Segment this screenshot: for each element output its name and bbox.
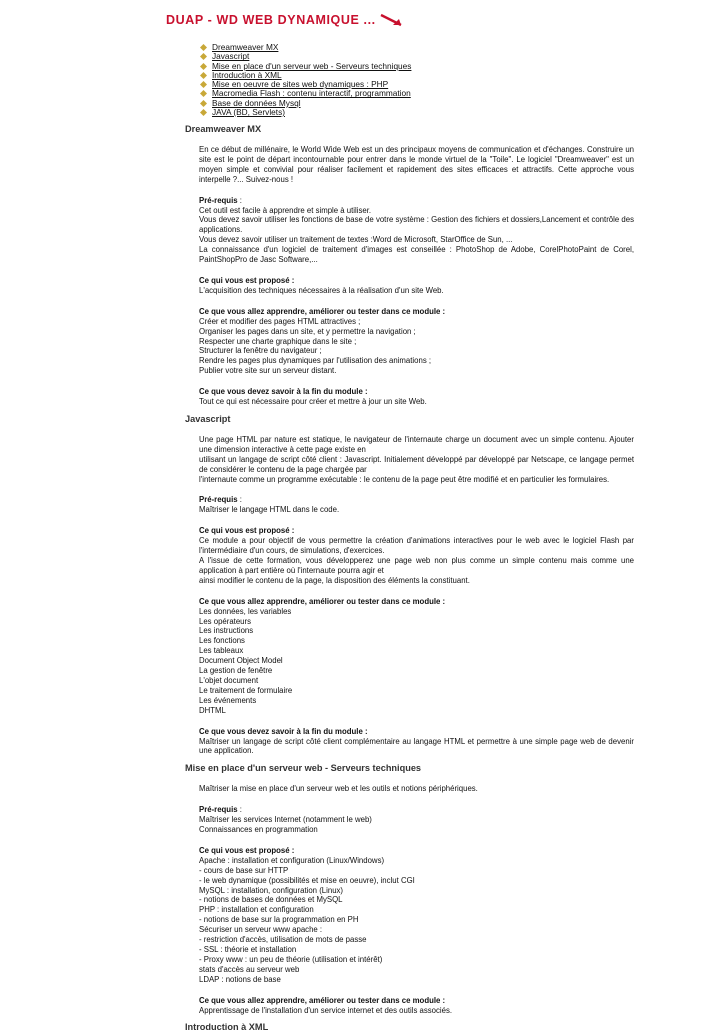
list-item: Les opérateurs (199, 616, 252, 626)
offer-label: Ce qui vous est proposé : (199, 845, 295, 855)
end-label: Ce que vous devez savoir à la fin du module : (199, 387, 368, 397)
prereq-line: Cet outil est facile à apprendre et simple à utiliser. (199, 205, 372, 215)
prereq-line: Maîtriser les services Internet (notamment le web) (199, 815, 372, 825)
section-body-serveur-web (199, 784, 634, 1015)
prereq-line: La connaissance d'un logiciel de traitement d'images est conseillée : PhotoShop de Adobe, CorelPhotoPaint de Corel, PaintShopPro de Jasc Software,... (199, 245, 634, 265)
list-item: Apache : installation et configuration (Linux/Windows) (199, 855, 385, 865)
learn-heading (199, 597, 634, 607)
list-item: stats d'accès au serveur web (199, 964, 300, 974)
toc-item (200, 108, 411, 117)
prereq-line: Maîtriser le langage HTML dans le code. (199, 505, 340, 515)
prereq-label: Pré-requis (199, 195, 238, 205)
section-body-javascript (199, 435, 634, 756)
list-item: - le web dynamique (possibilités et mise en oeuvre), inclut CGI (199, 875, 415, 885)
list-item: PHP : installation et configuration (199, 905, 314, 915)
list-item: Le traitement de formulaire (199, 685, 293, 695)
end-heading (199, 727, 634, 737)
list-item: Organiser les pages dans un site, et y permettre la navigation ; (199, 326, 416, 336)
list-item: L'objet document (199, 675, 259, 685)
section-title-dreamweaver: Dreamweaver MX (185, 124, 262, 134)
list-item: - Proxy www : un peu de théorie (utilisation et intérêt) (199, 954, 383, 964)
list-item: - notions de base sur la programmation en PH (199, 915, 359, 925)
list-item: Structurer la fenêtre du navigateur ; (199, 346, 322, 356)
prereq-separator: : (237, 805, 242, 815)
intro-line: l'internaute comme un programme exécutable : le contenu de la page peut être modifié et en particulier les formulaires. (199, 474, 610, 484)
page-title-text: DUAP - WD WEB DYNAMIQUE ... (166, 13, 376, 27)
prereq-heading (199, 805, 634, 815)
list-item: Publier votre site sur un serveur distant. (199, 366, 337, 376)
list-item: Rendre les pages plus dynamiques par l'utilisation des animations ; (199, 356, 432, 366)
prereq-label: Pré-requis (199, 805, 238, 815)
list-item: Les événements (199, 695, 257, 705)
toc-link-flash[interactable]: Macromedia Flash : contenu interactif, programmation (212, 88, 411, 99)
learn-label: Ce que vous allez apprendre, améliorer ou tester dans ce module : (199, 596, 446, 606)
list-item: Sécuriser un serveur www apache : (199, 925, 323, 935)
prereq-heading (199, 495, 634, 505)
end-label: Ce que vous devez savoir à la fin du module : (199, 726, 368, 736)
intro-line: utilisant un langage de script côté client : Javascript. Initialement développé par développé par Netscape, ce langage permet de considérer le contenu de la page chargée par (199, 454, 634, 474)
prereq-separator: : (237, 195, 242, 205)
diamond-bullet-icon (200, 53, 207, 60)
learn-line: Apprentissage de l'installation d'un service internet et des outils associés. (199, 1005, 453, 1015)
list-item: LDAP : notions de base (199, 974, 281, 984)
main-content (185, 124, 634, 1033)
table-of-contents (200, 43, 411, 117)
offer-line: A l'issue de cette formation, vous développerez une page web non plus comme un simple contenu mais comme une application à part entière où l'internaute pourra agir et (199, 556, 634, 575)
offer-heading (199, 276, 634, 286)
section-title-xml: Introduction à XML (185, 1022, 269, 1033)
toc-link-javascript[interactable]: Javascript (212, 51, 250, 62)
prereq-heading (199, 196, 634, 206)
end-heading (199, 387, 634, 397)
toc-link-mysql[interactable]: Base de données Mysql (212, 97, 301, 108)
prereq-line: Vous devez savoir utiliser les fonctions de base de votre système : Gestion des fichiers et dossiers,Lancement et contrôle des applications. (199, 215, 634, 235)
list-item: La gestion de fenêtre (199, 666, 273, 676)
diamond-bullet-icon (200, 63, 207, 70)
prereq-separator: : (237, 495, 242, 505)
diamond-bullet-icon (200, 72, 207, 79)
list-item: - SSL : théorie et installation (199, 945, 297, 954)
offer-line: Ce module a pour objectif de vous permettre la création d'animations interactives pour le web avec le logiciel Flash par l'intermédiaire d'un cours, de simulations, d'exercices. (199, 536, 634, 556)
list-item: Les fonctions (199, 636, 245, 646)
offer-heading (199, 846, 634, 856)
toc-link-php[interactable]: Mise en oeuvre de sites web dynamiques : PHP (212, 79, 389, 90)
intro-line: Maîtriser la mise en place d'un serveur web et les outils et notions périphériques. (199, 784, 478, 794)
list-item: Les tableaux (199, 646, 244, 656)
learn-heading (199, 307, 634, 317)
section-body-dreamweaver (199, 145, 634, 407)
end-line: Maîtriser un langage de script côté client complémentaire au langage HTML et permettre à une simple page web de devenir une application. (199, 736, 634, 756)
diamond-bullet-icon (200, 109, 207, 116)
section-title-javascript: Javascript (185, 413, 231, 424)
prereq-line: Connaissances en programmation (199, 825, 318, 835)
list-item: Document Object Model (199, 656, 283, 666)
list-item: - cours de base sur HTTP (199, 865, 289, 875)
toc-link-dreamweaver[interactable]: Dreamweaver MX (212, 42, 279, 52)
arrow-logo-icon (379, 13, 405, 27)
list-item: MySQL : installation, configuration (Linux) (199, 885, 344, 895)
diamond-bullet-icon (200, 81, 207, 88)
list-item: Les instructions (199, 626, 254, 636)
offer-label: Ce qui vous est proposé : (199, 526, 295, 536)
toc-link-xml[interactable]: Introduction à XML (212, 69, 282, 80)
toc-link-java[interactable]: JAVA (BD, Servlets) (212, 107, 285, 118)
toc-link-serveur-web[interactable]: Mise en place d'un serveur web - Serveurs techniques (212, 60, 412, 71)
end-line: Tout ce qui est nécessaire pour créer et mettre à jour un site Web. (199, 397, 427, 407)
prereq-label: Pré-requis (199, 495, 238, 505)
diamond-bullet-icon (200, 100, 207, 107)
list-item: - restriction d'accès, utilisation de mots de passe (199, 935, 367, 945)
intro-paragraph: En ce début de millénaire, le World Wide Web est un des principaux moyens de communication et d'échanges. Construire un site est le point de départ incontournable pour entrer dans le monde virtuel de la "Toile". Le logiciel "Dreamweaver" est un moyen simple et convivial pour réaliser facilement et rapidement des sites efficaces et attractifs. Cette approche vous interpelle ?... Suivez-nous ! (199, 145, 634, 184)
learn-label: Ce que vous allez apprendre, améliorer ou tester dans ce module : (199, 306, 446, 316)
list-item: Créer et modifier des pages HTML attractives ; (199, 316, 361, 326)
diamond-bullet-icon (200, 90, 207, 97)
prereq-line: Vous devez savoir utiliser un traitement de textes :Word de Microsoft, StarOffice de Sun, ... (199, 235, 513, 245)
offer-label: Ce qui vous est proposé : (199, 275, 295, 285)
list-item: DHTML (199, 705, 226, 715)
list-item: Les données, les variables (199, 606, 292, 616)
learn-label: Ce que vous allez apprendre, améliorer ou tester dans ce module : (199, 995, 446, 1005)
list-item: Respecter une charte graphique dans le site ; (199, 336, 357, 346)
section-title-serveur-web: Mise en place d'un serveur web - Serveurs techniques (185, 763, 422, 774)
diamond-bullet-icon (200, 44, 207, 51)
list-item: - notions de bases de données et MySQL (199, 895, 343, 905)
learn-heading (199, 996, 634, 1006)
offer-line: L'acquisition des techniques nécessaires à la réalisation d'un site Web. (199, 285, 444, 295)
offer-line: ainsi modifier le contenu de la page, la disposition des éléments la constituant. (199, 575, 470, 585)
offer-heading (199, 526, 634, 536)
intro-line: Une page HTML par nature est statique, le navigateur de l'internaute charge un document avec un simple contenu. Ajouter une dimension interactive à cette page existe en (199, 434, 634, 454)
page-title (166, 13, 405, 27)
